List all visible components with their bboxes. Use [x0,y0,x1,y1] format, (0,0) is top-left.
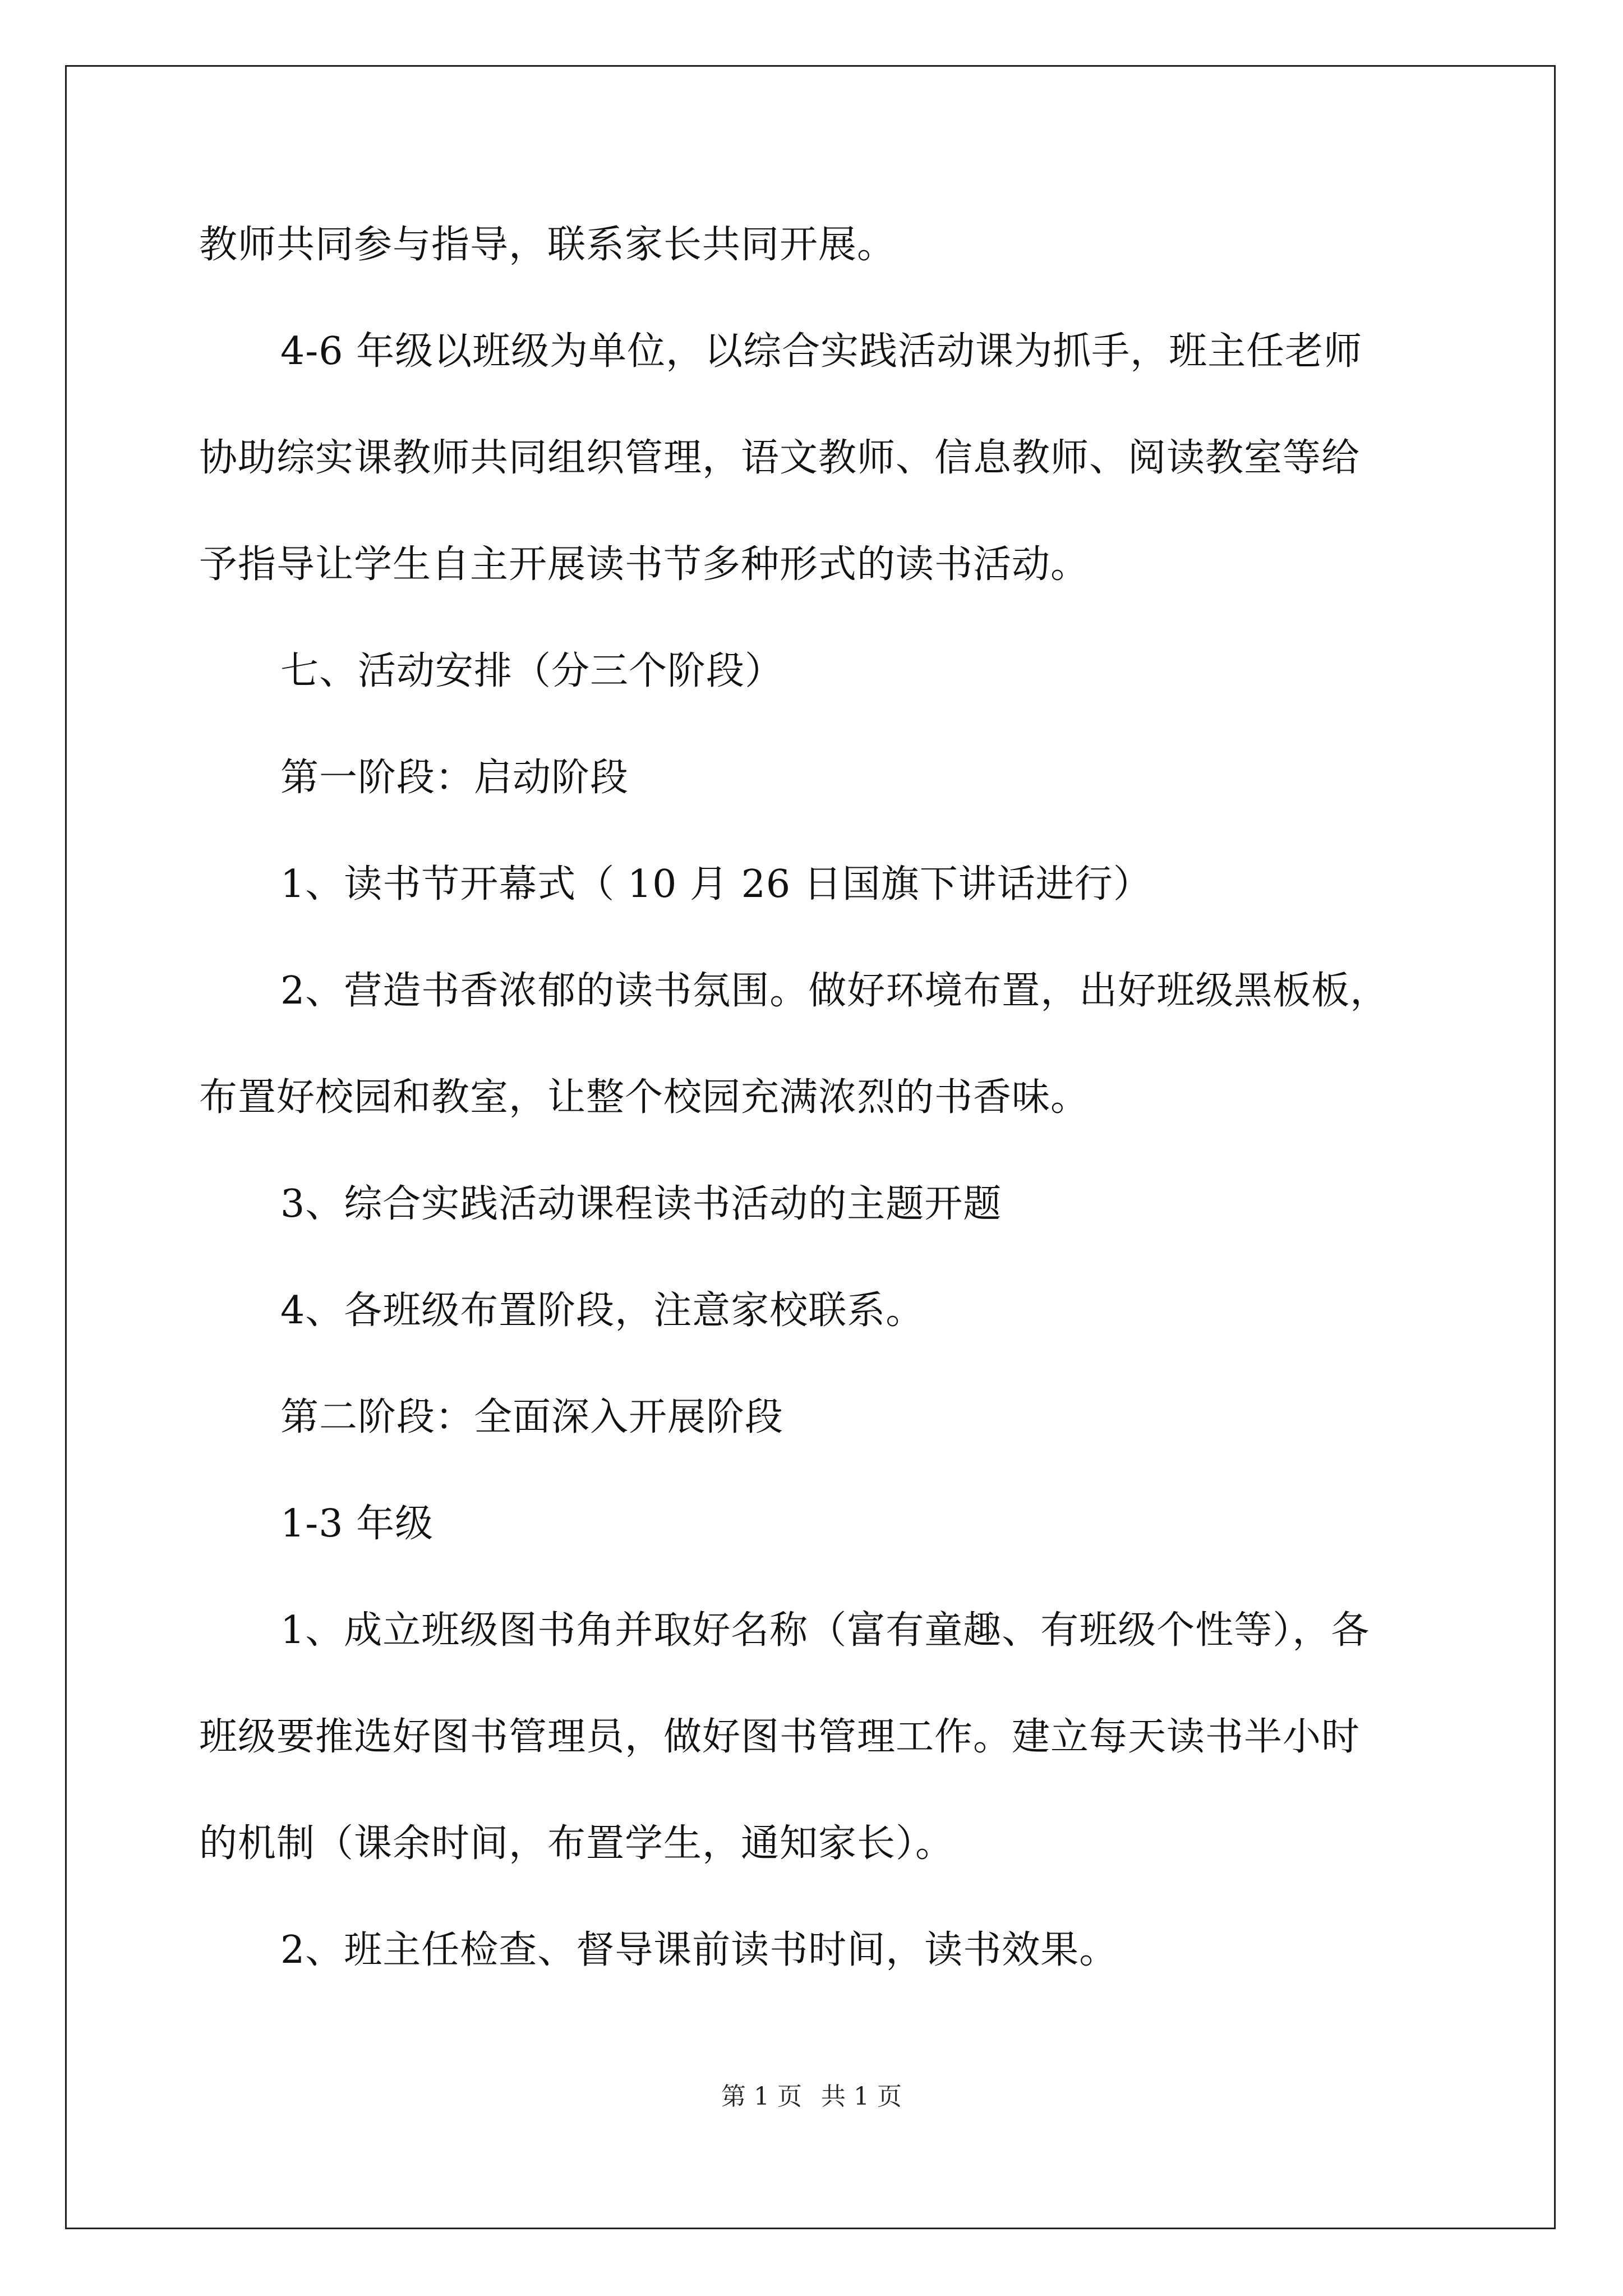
paragraph-line: 的机制（课余时间，布置学生，通知家长）。 [199,1821,955,1866]
paragraph-line: 布置好校园和教室，让整个校园充满浓烈的书香味。 [199,1075,1090,1120]
page-total: 共 1 页 [821,2082,902,2111]
page-number: 第 1 页 [721,2082,802,2111]
paragraph-line: 协助综实课教师共同组织管理，语文教师、信息教师、阅读教室等给 [199,436,1361,480]
paragraph-line: 4、各班级布置阶段，注意家校联系。 [280,1289,925,1333]
paragraph-line: 4-6 年级以班级为单位，以综合实践活动课为抓手，班主任老师 [280,329,1363,374]
paragraph-line: 3、综合实践活动课程读书活动的主题开题 [280,1182,1002,1226]
page-frame [65,65,1556,2229]
stage-heading: 第二阶段：全面深入开展阶段 [280,1395,784,1439]
grade-heading: 1-3 年级 [280,1502,434,1546]
page-footer [0,2080,1623,2114]
paragraph-line: 1、成立班级图书角并取好名称（富有童趣、有班级个性等），各 [280,1608,1370,1653]
paragraph-line: 教师共同参与指导，联系家长共同开展。 [199,223,896,267]
paragraph-line: 2、班主任检查、督导课前读书时间，读书效果。 [280,1928,1118,1972]
paragraph-line: 2、营造书香浓郁的读书氛围。做好环境布置，出好班级黑板板， [280,969,1389,1013]
stage-heading: 第一阶段：启动阶段 [280,756,629,800]
paragraph-line: 1、读书节开幕式（ 10 月 26 日国旗下讲话进行） [280,862,1152,907]
paragraph-line: 予指导让学生自主开展读书节多种形式的读书活动。 [199,542,1090,587]
paragraph-line: 班级要推选好图书管理员，做好图书管理工作。建立每天读书半小时 [199,1715,1361,1759]
section-heading: 七、活动安排（分三个阶段） [280,649,784,693]
